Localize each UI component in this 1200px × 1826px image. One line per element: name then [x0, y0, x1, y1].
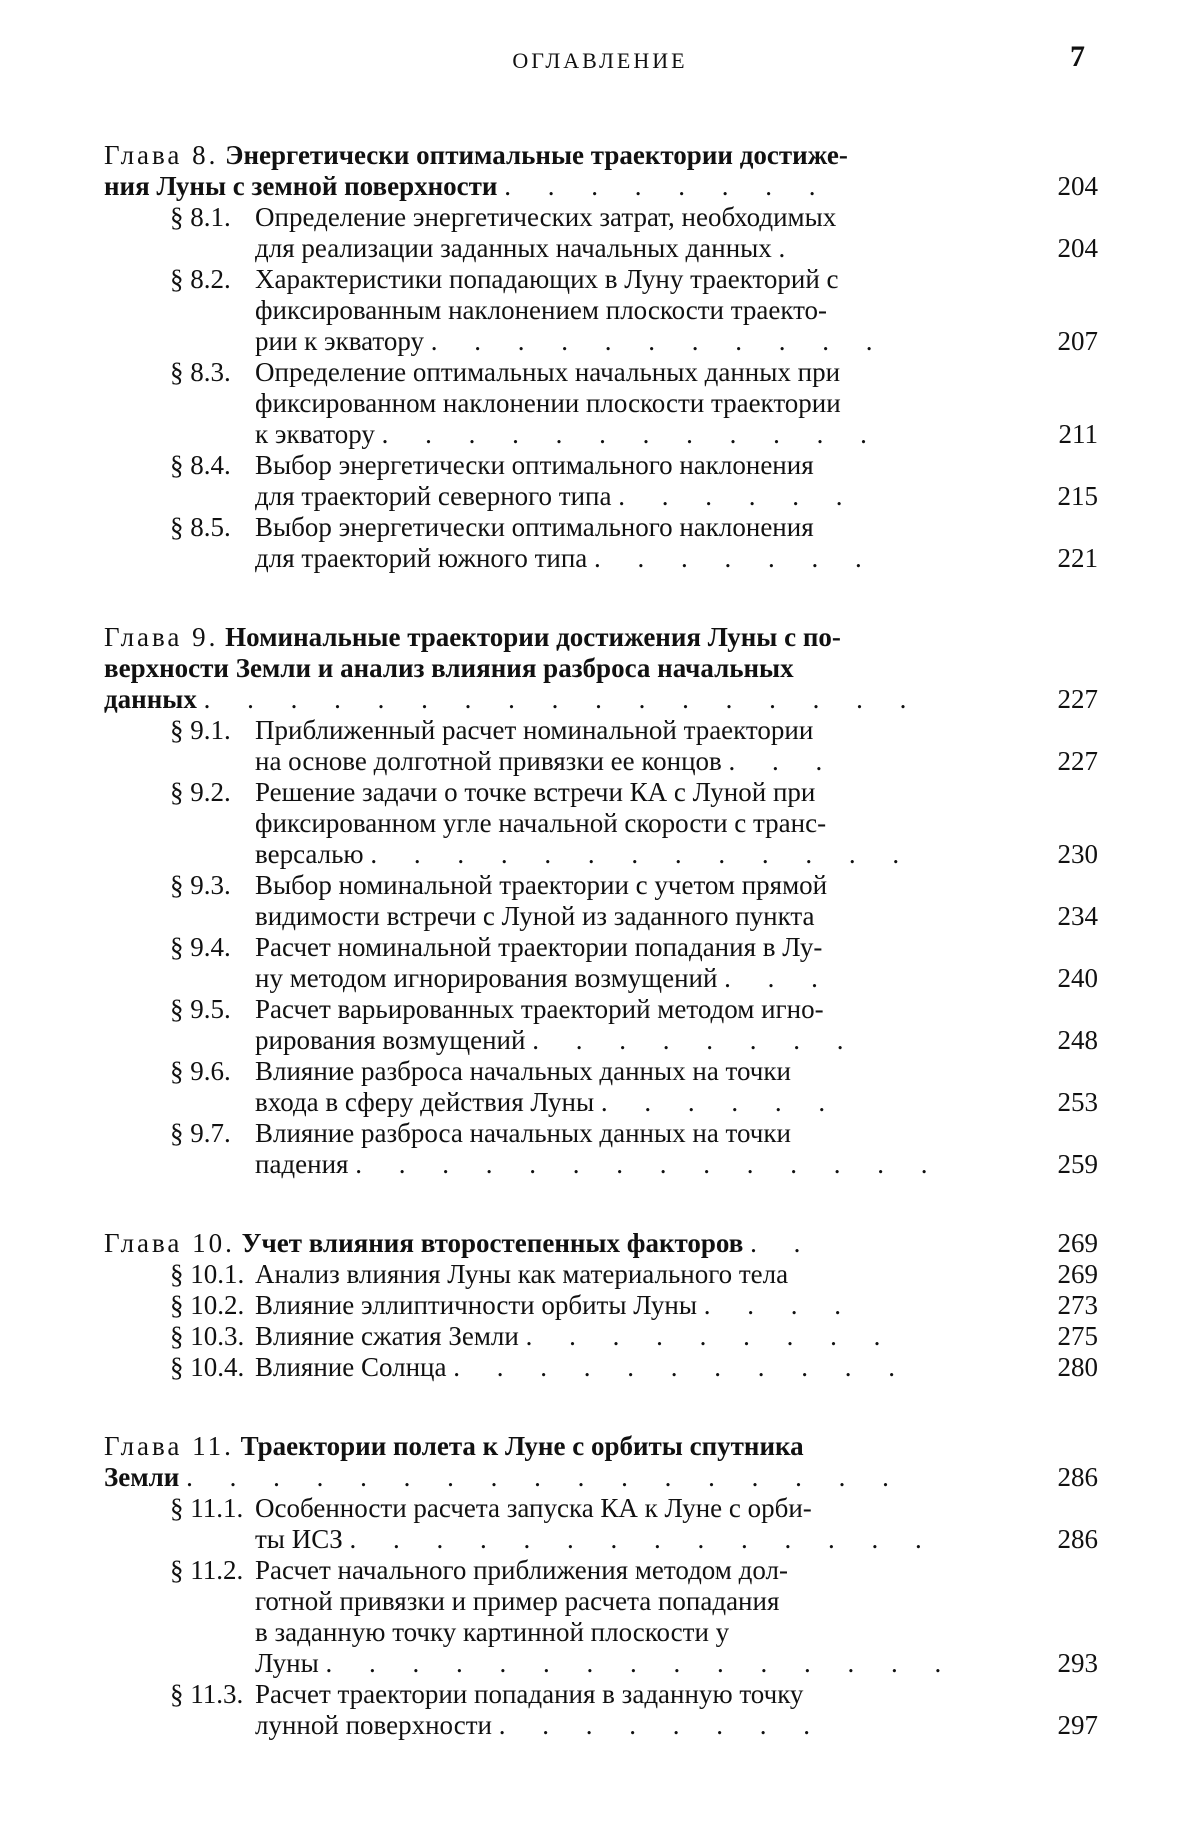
section-title-line: рии к экватору — [255, 326, 424, 356]
chapter-label: Глава 8. — [104, 140, 219, 170]
section-title-line: ну методом игнорирования возмущений — [255, 963, 718, 993]
section-title-line: ты ИСЗ — [255, 1524, 343, 1554]
section-title — [255, 1056, 1010, 1118]
section-number: § 9.3. — [170, 870, 231, 900]
section-page-number: 234 — [1057, 901, 1098, 931]
chapter-heading-text — [104, 622, 1010, 715]
dot-leader: . . . — [724, 963, 833, 993]
section-title-line: Приближенный расчет номинальной траектории — [255, 715, 814, 745]
chapter-heading — [0, 1431, 1098, 1493]
section-number: § 9.2. — [170, 777, 231, 807]
chapter-label: Глава 9. — [104, 622, 219, 652]
section-entry — [0, 264, 1098, 357]
section-page-number: 207 — [1057, 326, 1098, 356]
section-title-line: для траекторий северного типа — [255, 481, 612, 511]
section-title — [255, 512, 1010, 574]
section-title — [255, 777, 1010, 870]
dot-leader: . . . . — [703, 1290, 856, 1320]
section-title — [255, 202, 1010, 264]
section-title-line: Расчет начального приближения методом дол- — [255, 1555, 788, 1585]
chapter-title-line: данных — [104, 684, 197, 714]
chapter-page-number: 269 — [1057, 1228, 1098, 1258]
section-entry — [0, 450, 1098, 512]
running-title: ОГЛАВЛЕНИЕ — [512, 48, 688, 73]
section-title — [255, 1259, 1010, 1290]
chapter-entry — [0, 1431, 1200, 1741]
section-title-line: фиксированным наклонением плоскости траекто- — [255, 295, 828, 325]
section-page-number: 227 — [1057, 746, 1098, 776]
section-title — [255, 264, 1010, 357]
dot-leader: . . . . . . . . . . . — [453, 1352, 910, 1382]
section-page-number: 240 — [1057, 963, 1098, 993]
section-page-number: 204 — [1057, 233, 1098, 263]
section-page-number: 269 — [1057, 1259, 1098, 1289]
section-page-number: 280 — [1057, 1352, 1098, 1382]
dot-leader: . . . . . . — [618, 481, 858, 511]
section-page-number: 211 — [1058, 419, 1098, 449]
section-title-line: версалью — [255, 839, 364, 869]
page-number: 7 — [1070, 40, 1085, 73]
section-number: § 9.1. — [170, 715, 231, 745]
section-title-line: в заданную точку картинной плоскости у — [255, 1617, 730, 1647]
section-title-line: Луны — [255, 1648, 319, 1678]
dot-leader: . . . . . . . . . . . . . . . — [325, 1648, 957, 1678]
section-title-line: Выбор энергетически оптимального наклонения — [255, 450, 814, 480]
section-title-line: Выбор энергетически оптимального наклонения — [255, 512, 814, 542]
chapter-label: Глава 10. — [104, 1228, 235, 1258]
dot-leader: . . . . . . . . . . . . . . . . . — [203, 684, 922, 714]
section-title-line: для реализации заданных начальных данных — [255, 233, 772, 263]
section-page-number: 297 — [1057, 1710, 1098, 1740]
section-number: § 8.5. — [170, 512, 231, 542]
section-title-line: Особенности расчета запуска КА к Луне с орби- — [255, 1493, 812, 1523]
dot-leader: . . . — [728, 746, 838, 776]
dot-leader: . . . . . . — [600, 1087, 841, 1117]
section-title-line: Влияние Солнца — [255, 1352, 447, 1382]
section-title-line: фиксированном угле начальной скорости с транс- — [255, 808, 827, 838]
section-title-line: к экватору — [255, 419, 375, 449]
section-entry — [0, 1321, 1098, 1352]
section-title-line: Определение энергетических затрат, необходимых — [255, 202, 837, 232]
section-entry — [0, 715, 1098, 777]
section-title — [255, 1290, 1010, 1321]
chapter-title-line: Энергетически оптимальные траектории достиже- — [225, 140, 848, 170]
section-title — [255, 932, 1010, 994]
section-entry — [0, 1555, 1098, 1679]
chapter-page-number: 227 — [1057, 684, 1098, 714]
chapter-title-line: Номинальные траектории достижения Луны с по- — [225, 622, 841, 652]
chapter-title-line: Траектории полета к Луне с орбиты спутника — [240, 1431, 804, 1461]
chapter-entry — [0, 140, 1200, 574]
section-title — [255, 715, 1010, 777]
section-title-line: Влияние сжатия Земли — [255, 1321, 519, 1351]
dot-leader: . . . . . . . . . — [525, 1321, 896, 1351]
chapter-label: Глава 11. — [104, 1431, 234, 1461]
section-entry — [0, 512, 1098, 574]
chapter-heading-text — [104, 1228, 1010, 1259]
section-entry — [0, 1679, 1098, 1741]
section-number: § 11.1. — [170, 1493, 244, 1523]
section-entry — [0, 1056, 1098, 1118]
chapter-entry — [0, 622, 1200, 1180]
section-title-line: Расчет варьированных траекторий методом игно- — [255, 994, 824, 1024]
section-title-line: Влияние разброса начальных данных на точки — [255, 1118, 791, 1148]
section-entry — [0, 932, 1098, 994]
section-title — [255, 994, 1010, 1056]
dot-leader: . . . . . . . . . . . . . . — [355, 1149, 943, 1179]
section-title-line: Решение задачи о точке встречи КА с Луной при — [255, 777, 816, 807]
chapter-page-number: 204 — [1057, 171, 1098, 201]
dot-leader: . . . . . . . — [594, 543, 877, 573]
chapter-entry — [0, 1228, 1200, 1383]
section-title-line: Влияние разброса начальных данных на точки — [255, 1056, 791, 1086]
section-title — [255, 450, 1010, 512]
chapter-page-number: 286 — [1057, 1462, 1098, 1492]
section-title — [255, 1493, 1010, 1555]
section-page-number: 286 — [1057, 1524, 1098, 1554]
section-entry — [0, 994, 1098, 1056]
dot-leader: . . . . . . . . — [498, 1710, 825, 1740]
section-page-number: 248 — [1057, 1025, 1098, 1055]
section-title-line: на основе долготной привязки ее концов — [255, 746, 722, 776]
section-page-number: 215 — [1057, 481, 1098, 511]
section-title-line: Характеристики попадающих в Луну траекторий с — [255, 264, 839, 294]
chapter-title-line: Учет влияния второстепенных факторов — [241, 1228, 744, 1258]
section-title — [255, 1352, 1010, 1383]
chapter-heading-text — [104, 140, 1010, 202]
section-title-line: входа в сферу действия Луны — [255, 1087, 595, 1117]
section-number: § 9.6. — [170, 1056, 231, 1086]
section-title-line: рирования возмущений — [255, 1025, 526, 1055]
section-title-line: Влияние эллиптичности орбиты Луны — [255, 1290, 697, 1320]
table-of-contents — [0, 140, 1200, 1789]
dot-leader: . . . . . . . . — [532, 1025, 859, 1055]
section-title — [255, 1118, 1010, 1180]
section-entry — [0, 1259, 1098, 1290]
section-title-line: фиксированном наклонении плоскости траектории — [255, 388, 841, 418]
section-number: § 8.1. — [170, 202, 231, 232]
section-entry — [0, 1118, 1098, 1180]
section-number: § 8.2. — [170, 264, 231, 294]
section-number: § 8.3. — [170, 357, 231, 387]
section-number: § 9.5. — [170, 994, 231, 1024]
chapter-heading-text — [104, 1431, 1010, 1493]
section-title-line: Анализ влияния Луны как материального тела — [255, 1259, 789, 1289]
section-title-line: лунной поверхности — [255, 1710, 492, 1740]
section-number: § 9.4. — [170, 932, 231, 962]
section-number: § 11.3. — [170, 1679, 244, 1709]
dot-leader: . . . . . . . . . . . — [430, 326, 888, 356]
chapter-heading — [0, 622, 1098, 715]
chapter-title-line: Земли — [104, 1462, 180, 1492]
section-title-line: Расчет номинальной траектории попадания в Лу- — [255, 932, 823, 962]
section-number: § 9.7. — [170, 1118, 231, 1148]
section-page-number: 259 — [1057, 1149, 1098, 1179]
dot-leader: . . . . . . . . . . . . . — [370, 839, 915, 869]
section-entry — [0, 870, 1098, 932]
section-title — [255, 870, 1010, 932]
section-number: § 11.2. — [170, 1555, 244, 1585]
section-entry — [0, 777, 1098, 870]
section-page-number: 293 — [1057, 1648, 1098, 1678]
section-entry — [0, 202, 1098, 264]
chapter-heading — [0, 140, 1098, 202]
section-title-line: видимости встречи с Луной из заданного пункта — [255, 901, 815, 931]
section-number: § 10.3. — [170, 1321, 245, 1351]
section-title — [255, 1321, 1010, 1352]
section-title — [255, 1679, 1010, 1741]
section-entry — [0, 1493, 1098, 1555]
section-title-line: Расчет траектории попадания в заданную точку — [255, 1679, 804, 1709]
section-number: § 10.1. — [170, 1259, 245, 1289]
section-page-number: 221 — [1057, 543, 1098, 573]
chapter-title-line: верхности Земли и анализ влияния разброса начальных — [104, 653, 794, 683]
section-title-line: Определение оптимальных начальных данных при — [255, 357, 841, 387]
section-page-number: 273 — [1057, 1290, 1098, 1320]
section-entry — [0, 1352, 1098, 1383]
chapter-heading — [0, 1228, 1098, 1259]
section-title-line: падения — [255, 1149, 349, 1179]
section-number: § 10.2. — [170, 1290, 245, 1320]
dot-leader: . . — [750, 1228, 816, 1258]
dot-leader: . . . . . . . . — [504, 171, 831, 201]
section-title-line: готной привязки и пример расчета попадания — [255, 1586, 780, 1616]
dot-leader: . . . . . . . . . . . . . . — [349, 1524, 937, 1554]
section-title-line: для траекторий южного типа — [255, 543, 588, 573]
section-page-number: 253 — [1057, 1087, 1098, 1117]
section-entry — [0, 1290, 1098, 1321]
section-number: § 8.4. — [170, 450, 231, 480]
dot-leader: . — [778, 233, 801, 263]
dot-leader: . . . . . . . . . . . . . . . . . — [186, 1462, 904, 1492]
section-page-number: 275 — [1057, 1321, 1098, 1351]
section-entry — [0, 357, 1098, 450]
chapter-title-line: ния Луны с земной поверхности — [104, 171, 498, 201]
dot-leader: . . . . . . . . . . . . — [381, 419, 882, 449]
section-title-line: Выбор номинальной траектории с учетом прямой — [255, 870, 828, 900]
section-title — [255, 357, 1010, 450]
section-page-number: 230 — [1057, 839, 1098, 869]
section-title — [255, 1555, 1010, 1679]
section-number: § 10.4. — [170, 1352, 245, 1382]
